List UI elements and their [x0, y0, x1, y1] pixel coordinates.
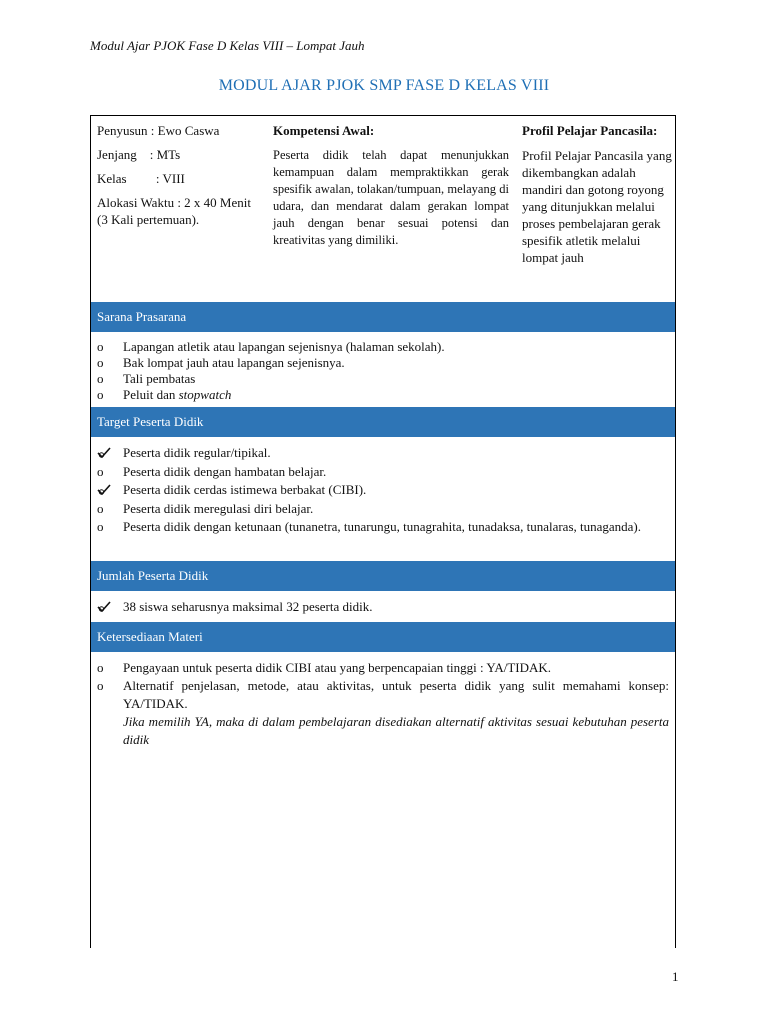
bullet-o: o — [97, 387, 104, 402]
checkmark-icon — [97, 444, 117, 459]
checkmark-icon — [97, 481, 117, 496]
bullet-o: o — [97, 355, 104, 370]
section-header-sarana: Sarana Prasarana — [91, 302, 675, 332]
info-row — [91, 116, 675, 302]
materi-list — [91, 659, 675, 749]
bullet-o: o — [97, 660, 104, 675]
materi-note: Jika memilih YA, maka di dalam pembelajaran disediakan alternatif aktivitas sesuai kebutuhan peserta didik — [123, 714, 669, 747]
kelas-field: Kelas : VIII — [97, 171, 185, 186]
page-number: 1 — [672, 969, 679, 984]
list-item: Peserta didik regular/tipikal. — [91, 444, 675, 463]
identity-column — [97, 122, 265, 235]
list-item: o Alternatif penjelasan, metode, atau aktivitas, untuk peserta didik yang sulit memahami konsep: YA/TIDAK. Jika memilih YA, maka di dalam pembelajaran disediakan alternatif aktivitas sesuai kebutuhan peserta didik — [97, 678, 669, 747]
list-item: o Pengayaan untuk peserta didik CIBI atau yang berpencapaian tinggi : YA/TIDAK. — [97, 660, 552, 675]
sarana-list — [91, 339, 675, 403]
section-header-materi: Ketersediaan Materi — [91, 622, 675, 652]
list-item: o Peserta didik dengan ketunaan (tunanetra, tunarungu, tunagrahita, tunadaksa, tunalaras, tunaganda). — [91, 518, 675, 537]
profil-heading: Profil Pelajar Pancasila: — [522, 123, 658, 138]
module-table — [90, 115, 676, 948]
bullet-o: o — [97, 519, 104, 534]
kompetensi-column — [273, 122, 509, 249]
section-header-target: Target Peserta Didik — [91, 407, 675, 437]
penyusun-field: Penyusun : Ewo Caswa — [97, 123, 220, 138]
kompetensi-heading: Kompetensi Awal: — [273, 123, 375, 138]
list-item: o Peserta didik dengan hambatan belajar. — [91, 463, 675, 482]
section-header-jumlah: Jumlah Peserta Didik — [91, 561, 675, 591]
profil-column — [522, 122, 672, 266]
alokasi-field: Alokasi Waktu : 2 x 40 Menit (3 Kali pertemuan). — [97, 195, 251, 227]
bullet-o: o — [97, 678, 104, 693]
bullet-o: o — [97, 500, 104, 516]
list-item: o Bak lompat jauh atau lapangan sejenisnya. — [97, 355, 345, 370]
list-item: o Peserta didik meregulasi diri belajar. — [91, 500, 675, 519]
bullet-o: o — [97, 371, 104, 386]
running-header: Modul Ajar PJOK Fase D Kelas VIII – Lompat Jauh — [90, 38, 365, 53]
document-title: MODUL AJAR PJOK SMP FASE D KELAS VIII — [218, 77, 550, 94]
jumlah-list — [91, 598, 675, 616]
list-item: o Lapangan atletik atau lapangan sejenisnya (halaman sekolah). — [97, 339, 445, 354]
list-item: 38 siswa seharusnya maksimal 32 peserta didik. — [91, 598, 675, 616]
bullet-o: o — [97, 463, 104, 479]
jenjang-field: Jenjang : MTs — [97, 147, 181, 162]
list-item: o Peluit dan stopwatch — [97, 387, 232, 402]
list-item: Peserta didik cerdas istimewa berbakat (CIBI). — [91, 481, 675, 500]
profil-text: Profil Pelajar Pancasila yang dikembangkan adalah mandiri dan gotong royong yang ditunjukkan melalui proses pembelajaran gerak spesifik atletik melalui lompat jauh — [522, 148, 672, 265]
kompetensi-text: Peserta didik telah dapat menunjukkan kemampuan dalam mempraktikkan gerak spesifik awalan, tolakan/tumpuan, melayang di udara, dan mendarat dalam gerakan lompat jauh dengan benar sesuai potensi dan kreativitas yang dimiliki. — [273, 148, 509, 247]
checkmark-icon — [97, 598, 117, 613]
list-item: o Tali pembatas — [97, 371, 196, 386]
bullet-o: o — [97, 339, 104, 354]
target-list — [91, 444, 675, 537]
